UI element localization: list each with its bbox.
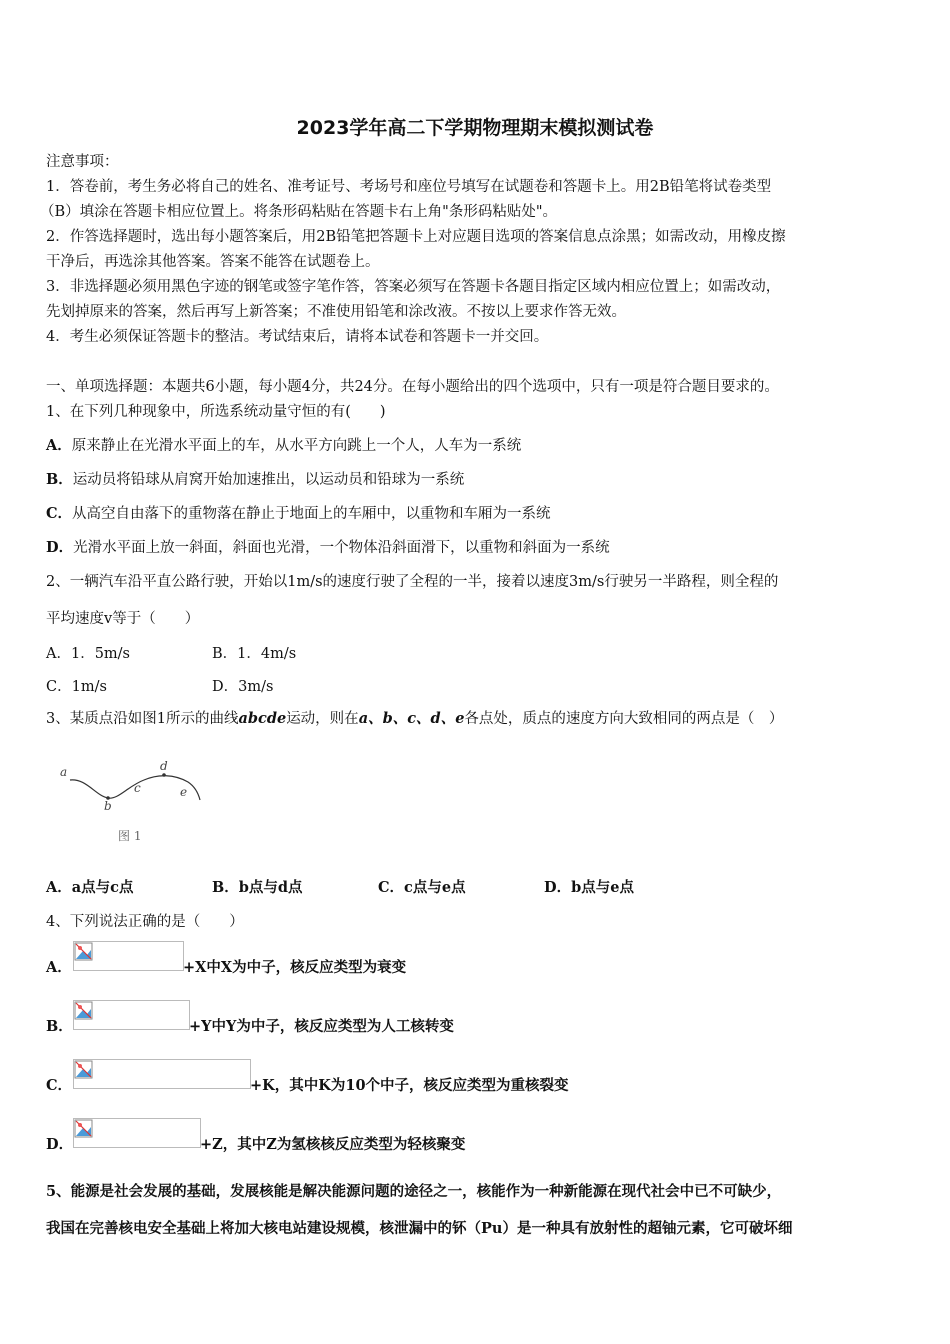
q1-option-d: D．光滑水平面上放一斜面，斜面也光滑，一个物体沿斜面滑下，以重物和斜面为一系统 [46,539,610,556]
page-title: 2023学年高二下学期物理期末模拟测试卷 [296,117,654,139]
q4-option-a-label: A． [46,959,72,976]
notice-line: 2．作答选择题时，选出每小题答案后，用2B铅笔把答题卡上对应题目选项的答案信息点涂黑；如需改动，用橡皮擦 [46,229,786,245]
q3-option-d: D．b点与e点 [544,879,634,896]
q4-option-b-label: B． [46,1018,73,1035]
q3-option-c: C．c点与e点 [378,879,466,896]
q4-option-b-text: +Y中Y为中子，核反应类型为人工核转变 [189,1018,454,1035]
q4-option-c-label: C． [46,1077,73,1094]
q3-option-a: A．a点与c点 [46,879,134,896]
curve-diagram [56,758,216,850]
figure-caption: 图 1 [118,829,142,843]
q4-option-d-label: D． [46,1136,74,1153]
notice-line: 1．答卷前，考生务必将自己的姓名、准考证号、考场号和座位号填写在试题卷和答题卡上。用2B铅笔将试卷类型 [46,179,772,195]
section-heading: 一、单项选择题：本题共6小题，每小题4分，共24分。在每小题给出的四个选项中，只有一项是符合题目要求的。 [46,379,779,395]
q4-option-a-text: +X中X为中子，核反应类型为衰变 [183,959,407,976]
notice-line: 4．考生必须保证答题卡的整洁。考试结束后，请将本试卷和答题卡一并交回。 [46,329,549,345]
broken-image-icon [73,941,184,971]
broken-image-icon [73,1118,201,1148]
q4-option-c-text: +K，其中K为10个中子，核反应类型为重核裂变 [250,1077,569,1094]
broken-image-icon [73,1059,251,1089]
q4-stem: 4、下列说法正确的是（ ） [46,914,244,930]
q1-option-c: C．从高空自由落下的重物落在静止于地面上的车厢中，以重物和车厢为一系统 [46,505,551,522]
q1-option-a: A．原来静止在光滑水平面上的车，从水平方向跳上一个人，人车为一系统 [46,437,522,454]
q5-stem: 5、能源是社会发展的基础，发展核能是解决能源问题的途径之一，核能作为一种新能源在现代社会中已不可缺少， [46,1183,782,1200]
notice-line: 干净后，再选涂其他答案。答案不能答在试题卷上。 [46,254,380,270]
label-e: e [180,785,188,799]
q2-option-c: C．1m/s [46,679,107,695]
notice-line: 3．非选择题必须用黑色字迹的钢笔或签字笔作答，答案必须写在答题卡各题目指定区域内相应位置上；如需改动， [46,279,781,295]
q2-option-d: D．3m/s [212,679,274,695]
q2-stem-cont: 平均速度v等于（ ） [46,611,200,627]
q3-option-b: B．b点与d点 [212,879,303,896]
q2-option-b: B．1．4m/s [212,646,297,662]
q4-option-d-text: +Z，其中Z为氢核核反应类型为轻核聚变 [200,1136,466,1153]
label-b: b [104,799,112,813]
notice-line: 先划掉原来的答案，然后再写上新答案；不准使用铅笔和涂改液。不按以上要求作答无效。 [46,304,626,320]
q1-stem: 1、在下列几种现象中，所选系统动量守恒的有( ) [46,404,386,420]
q3-stem: 3、某质点沿如图1所示的曲线abcde运动，则在a、b、c、d、e各点处，质点的速度方向大致相同的两点是（ ） [46,710,784,727]
notice-heading: 注意事项： [46,154,119,170]
q2-option-a: A．1．5m/s [46,646,130,662]
label-c: c [134,781,141,795]
figure-1-curve [56,758,216,850]
q1-option-b: B．运动员将铅球从肩窝开始加速推出，以运动员和铅球为一系统 [46,471,465,488]
point-d [162,773,166,777]
broken-image-icon [73,1000,190,1030]
label-d: d [160,759,168,773]
notice-line: （B）填涂在答题卡相应位置上。将条形码粘贴在答题卡右上角"条形码粘贴处"。 [40,204,557,220]
q2-stem: 2、一辆汽车沿平直公路行驶，开始以1m/s的速度行驶了全程的一半，接着以速度3m/s行驶另一半路程，则全程的 [46,574,779,590]
q5-stem-cont: 我国在完善核电安全基础上将加大核电站建设规模，核泄漏中的钚（Pu）是一种具有放射性的超铀元素，它可破坏细 [46,1220,793,1237]
label-a: a [60,765,68,779]
